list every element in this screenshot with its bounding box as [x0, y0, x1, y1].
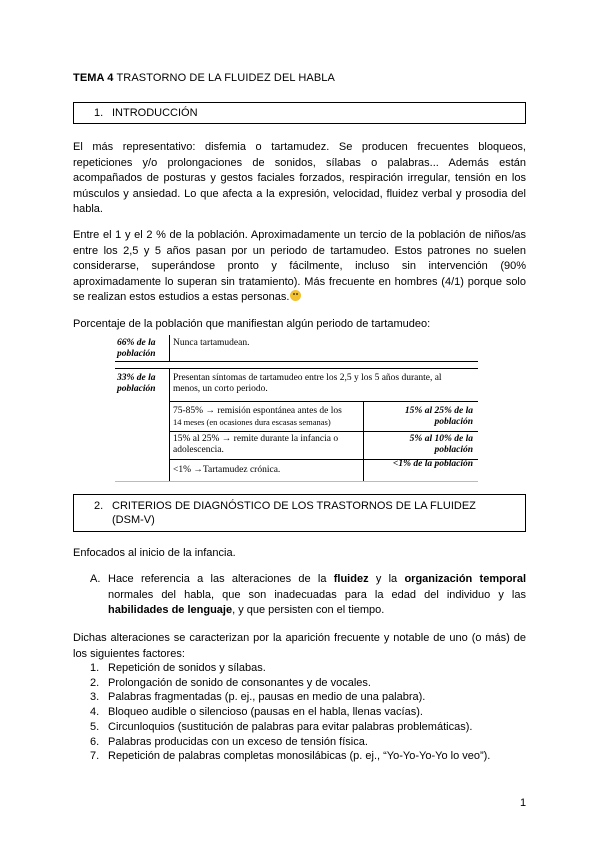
- intro-paragraph-2-text: Entre el 1 y el 2 % de la población. Aproximadamente un tercio de la población de niños/as entre los 2,5 y 5 años pasan por un periodo de tartamudeo. Estos patrones no suelen considerarse, superándose pronto y fácilmente, incluso sin intervención (90% aproximadamente lo superan sin tratamiento). Más frecuente en hombres (4/1) porque solo se realizan estos estudios a estas personas.: [73, 229, 526, 303]
- sub-row-chronic-pct: <1% de la población: [392, 459, 473, 469]
- intro-paragraph-1: El más representativo: disfemia o tartamudez. Se producen frecuentes bloqueos, repeticiones y/o prolongaciones de sonidos, sílabas o palabras... Además están acompañados de posturas y gestos faciales forzados, respiración irregular, tensión en los músculos y ansiedad. Lo que afecta a la expresión, velocidad, fluidez verbal y prosodia del habla.: [73, 141, 526, 215]
- list-item: 1. Repetición de sonidos y sílabas.: [90, 662, 266, 674]
- factors-intro: Dichas alteraciones se caracterizan por la aparición frecuente y notable de uno (o más) de los siguientes factores:: [73, 632, 526, 660]
- list-item: 4. Bloqueo audible o silencioso (pausas en el habla, llenas vacías).: [90, 706, 423, 719]
- criteria-intro: Enfocados al inicio de la infancia.: [73, 547, 236, 559]
- section-number: 2.: [94, 500, 104, 512]
- sub-row-remission-pct: 15% al 25% de la población: [404, 406, 473, 427]
- section-title-line1: CRITERIOS DE DIAGNÓSTICO DE LOS TRASTORNOS DE LA FLUIDEZ: [112, 500, 476, 512]
- title-text: TRASTORNO DE LA FLUIDEZ DEL HABLA: [113, 72, 335, 84]
- section-number: 1.: [94, 107, 104, 119]
- sub-row-infancy: 15% al 25% → remite durante la infancia o adolescencia.: [173, 434, 339, 455]
- row-label-33: 33% de la población: [117, 373, 156, 394]
- sub-row-infancy-pct: 5% al 10% de la población: [409, 434, 473, 455]
- list-item: 7. Repetición de palabras completas monosilábicas (p. ej., “Yo-Yo-Yo-Yo lo veo”).: [90, 750, 491, 763]
- list-item: 5. Circunloquios (sustitución de palabras para evitar palabras problemáticas).: [90, 720, 473, 733]
- row-label-66: 66% de la población: [117, 338, 156, 359]
- title-tema: TEMA 4: [73, 72, 114, 84]
- sub-row-chronic: <1% →Tartamudez crónica.: [173, 465, 281, 475]
- intro-paragraph-2: [73, 228, 526, 306]
- sub-row-remission: 75-85% → remisión espontánea antes de los 14 meses (en ocasiones dura escasas semanas): [173, 406, 342, 427]
- smiley-face-icon: [290, 290, 301, 301]
- list-item: 2. Prolongación de sonido de consonantes y de vocales.: [90, 676, 371, 689]
- criterion-letter: A.: [90, 573, 101, 585]
- stuttering-percentage-table: [115, 335, 478, 482]
- section-title: INTRODUCCIÓN: [112, 107, 198, 119]
- document-title: [73, 72, 335, 84]
- section-heading-introduccion: [73, 102, 526, 124]
- row-text-33: Presentan síntomas de tartamudeo entre los 2,5 y los 5 años durante, al menos, un corto periodo.: [173, 373, 442, 394]
- page-number: 1: [520, 797, 527, 809]
- list-item: 3. Palabras fragmentadas (p. ej., pausas en medio de una palabra).: [90, 691, 426, 704]
- row-text-66: Nunca tartamudean.: [173, 338, 250, 348]
- list-item: 6. Palabras producidas con un exceso de tensión física.: [90, 735, 368, 748]
- section-heading-criterios: [73, 494, 526, 532]
- intro-paragraph-3: Porcentaje de la población que manifiestan algún periodo de tartamudeo:: [73, 318, 431, 330]
- section-title-line2: (DSM-V): [112, 514, 155, 526]
- criterion-a: A. Hace referencia a las alteraciones de la fluidez y la organización temporal normales del habla, que son inadecuadas para la edad del individuo y las habilidades de lenguaje, y que persisten con el tiempo.: [90, 573, 526, 616]
- factors-list: [90, 661, 526, 764]
